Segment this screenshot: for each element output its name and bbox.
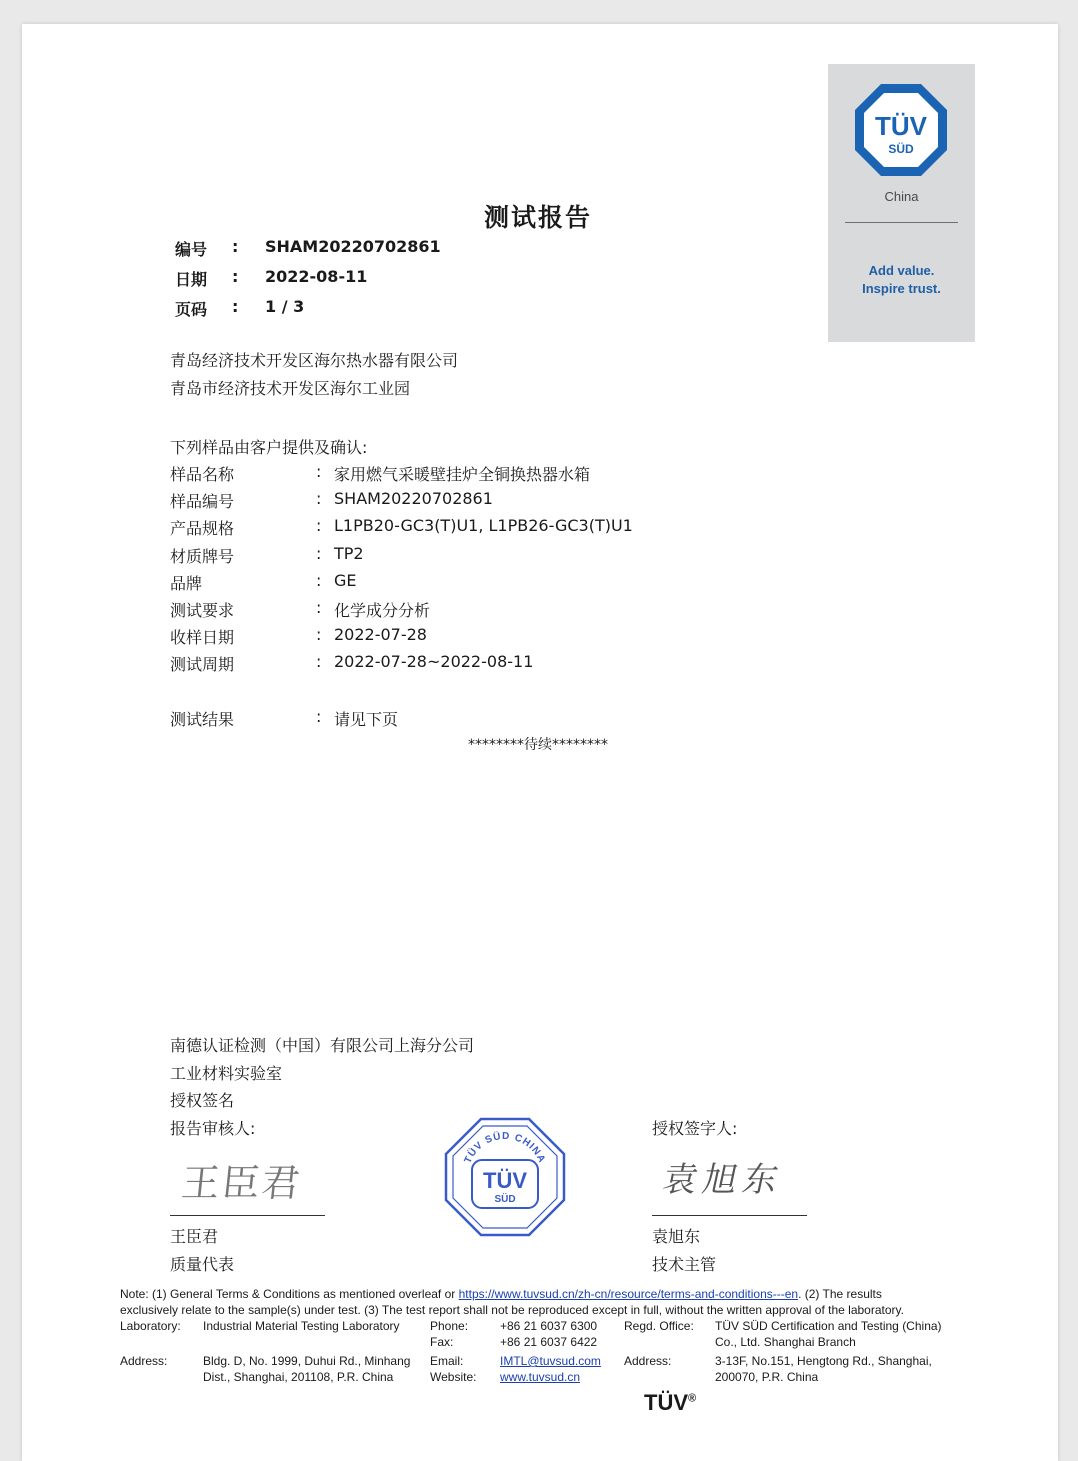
brand-divider [845,222,958,223]
terms-link[interactable]: https://www.tuvsud.cn/zh-cn/resource/terms-and-conditions---en [458,1287,799,1301]
fax-value: +86 21 6037 6422 [500,1335,598,1349]
reviewer-label: 报告审核人: [170,1119,256,1138]
field-sep: : [316,598,322,617]
tuv-stamp [440,1116,570,1238]
address-line2: Dist., Shanghai, 201108, P.R. China [203,1370,394,1384]
continued-marker: ********待续******** [468,737,608,753]
signer-signature: 袁旭东 [659,1160,788,1200]
field-sep: : [316,652,322,671]
fax-label: Fax: [430,1335,454,1349]
phone-value: +86 21 6037 6300 [500,1319,598,1333]
field-sep: : [316,489,322,508]
registered-mark: ® [688,1392,697,1405]
field-value: TP2 [334,544,364,563]
meta-label: 页码 [175,300,208,319]
signer-signature-line [652,1215,807,1216]
website-label: Website: [430,1370,477,1384]
field-label: 品牌 [170,574,203,593]
email-link[interactable]: IMTL@tuvsud.com [500,1354,601,1368]
regd-address-label: Address: [624,1354,672,1368]
field-sep: : [316,625,322,644]
meta-label: 编号 [175,240,208,259]
meta-sep: : [232,297,239,316]
signer-name: 袁旭东 [652,1227,701,1246]
field-label: 样品名称 [170,465,235,484]
regd-office-line2: Co., Ltd. Shanghai Branch [715,1335,856,1349]
field-label: 收样日期 [170,628,235,647]
regd-address-line1: 3-13F, No.151, Hengtong Rd., Shanghai, [715,1354,932,1368]
tuv-sud-logo [851,80,951,180]
field-label: 测试周期 [170,655,235,674]
field-sep: : [316,544,322,563]
tuv-mark-text: TÜV [644,1390,688,1415]
lab-department: 工业材料实验室 [170,1064,283,1083]
field-value: L1PB20-GC3(T)U1, L1PB26-GC3(T)U1 [334,516,633,535]
report-title: 测试报告 [484,203,593,232]
reviewer-signature-line [170,1215,325,1216]
brand-slogan-line2: Inspire trust. [862,281,941,296]
brand-country: China [884,189,919,204]
authorized-signature-label: 授权签名 [170,1091,235,1110]
regd-office-line1: TÜV SÜD Certification and Testing (China) [715,1319,942,1333]
field-value: 2022-07-28~2022-08-11 [334,652,534,671]
field-value: GE [334,571,357,590]
svg-text:TÜV: TÜV [875,111,927,141]
field-label: 测试要求 [170,601,235,620]
footer-note-line1 [120,1287,882,1301]
field-label: 样品编号 [170,492,235,511]
meta-label: 日期 [175,270,208,289]
field-value: 化学成分分析 [334,601,431,620]
note-suffix: . (2) The results [798,1287,882,1301]
report-date: 2022-08-11 [265,267,368,286]
regd-office-label: Regd. Office: [624,1319,694,1333]
report-page [22,24,1058,1461]
page-number: 1 / 3 [265,297,305,316]
field-value: SHAM20220702861 [334,489,493,508]
reviewer-signature: 王臣君 [179,1161,304,1205]
result-label: 测试结果 [170,710,235,729]
meta-sep: : [232,237,239,256]
sample-intro: 下列样品由客户提供及确认: [170,438,368,457]
meta-sep: : [232,267,239,286]
result-value: 请见下页 [334,710,399,729]
client-address: 青岛市经济技术开发区海尔工业园 [170,379,411,398]
field-sep: : [316,462,322,481]
field-value: 家用燃气采暖壁挂炉全铜换热器水箱 [334,465,591,484]
svg-text:SÜD: SÜD [888,142,914,156]
website-link[interactable]: www.tuvsud.cn [500,1370,581,1384]
brand-panel [828,64,975,342]
tuv-footer-mark [644,1390,696,1416]
signer-role: 技术主管 [652,1255,717,1274]
reviewer-role: 质量代表 [170,1255,235,1274]
field-label: 产品规格 [170,519,235,538]
reviewer-name: 王臣君 [170,1227,219,1246]
field-sep: : [316,571,322,590]
laboratory-value: Industrial Material Testing Laboratory [203,1319,400,1333]
svg-text:SÜD: SÜD [494,1194,516,1205]
field-value: 2022-07-28 [334,625,427,644]
lab-company: 南德认证检测（中国）有限公司上海分公司 [170,1036,475,1055]
svg-text:TÜV SÜD CHINA: TÜV SÜD CHINA [462,1130,548,1166]
address-label: Address: [120,1354,168,1368]
note-prefix: Note: (1) General Terms & Conditions as mentioned overleaf or [120,1287,459,1301]
result-sep: : [316,707,322,726]
signer-label: 授权签字人: [652,1119,738,1138]
regd-address-line2: 200070, P.R. China [715,1370,819,1384]
footer-note-line2: exclusively relate to the sample(s) under test. (3) The test report shall not be reproduced except in full, without the written approval of the laboratory. [120,1303,904,1317]
report-number: SHAM20220702861 [265,237,441,256]
field-sep: : [316,516,322,535]
laboratory-label: Laboratory: [120,1319,181,1333]
phone-label: Phone: [430,1319,469,1333]
field-label: 材质牌号 [170,547,235,566]
address-line1: Bldg. D, No. 1999, Duhui Rd., Minhang [203,1354,411,1368]
brand-slogan-line1: Add value. [868,263,935,278]
client-name: 青岛经济技术开发区海尔热水器有限公司 [170,351,459,370]
svg-text:TÜV: TÜV [483,1168,527,1193]
email-label: Email: [430,1354,464,1368]
